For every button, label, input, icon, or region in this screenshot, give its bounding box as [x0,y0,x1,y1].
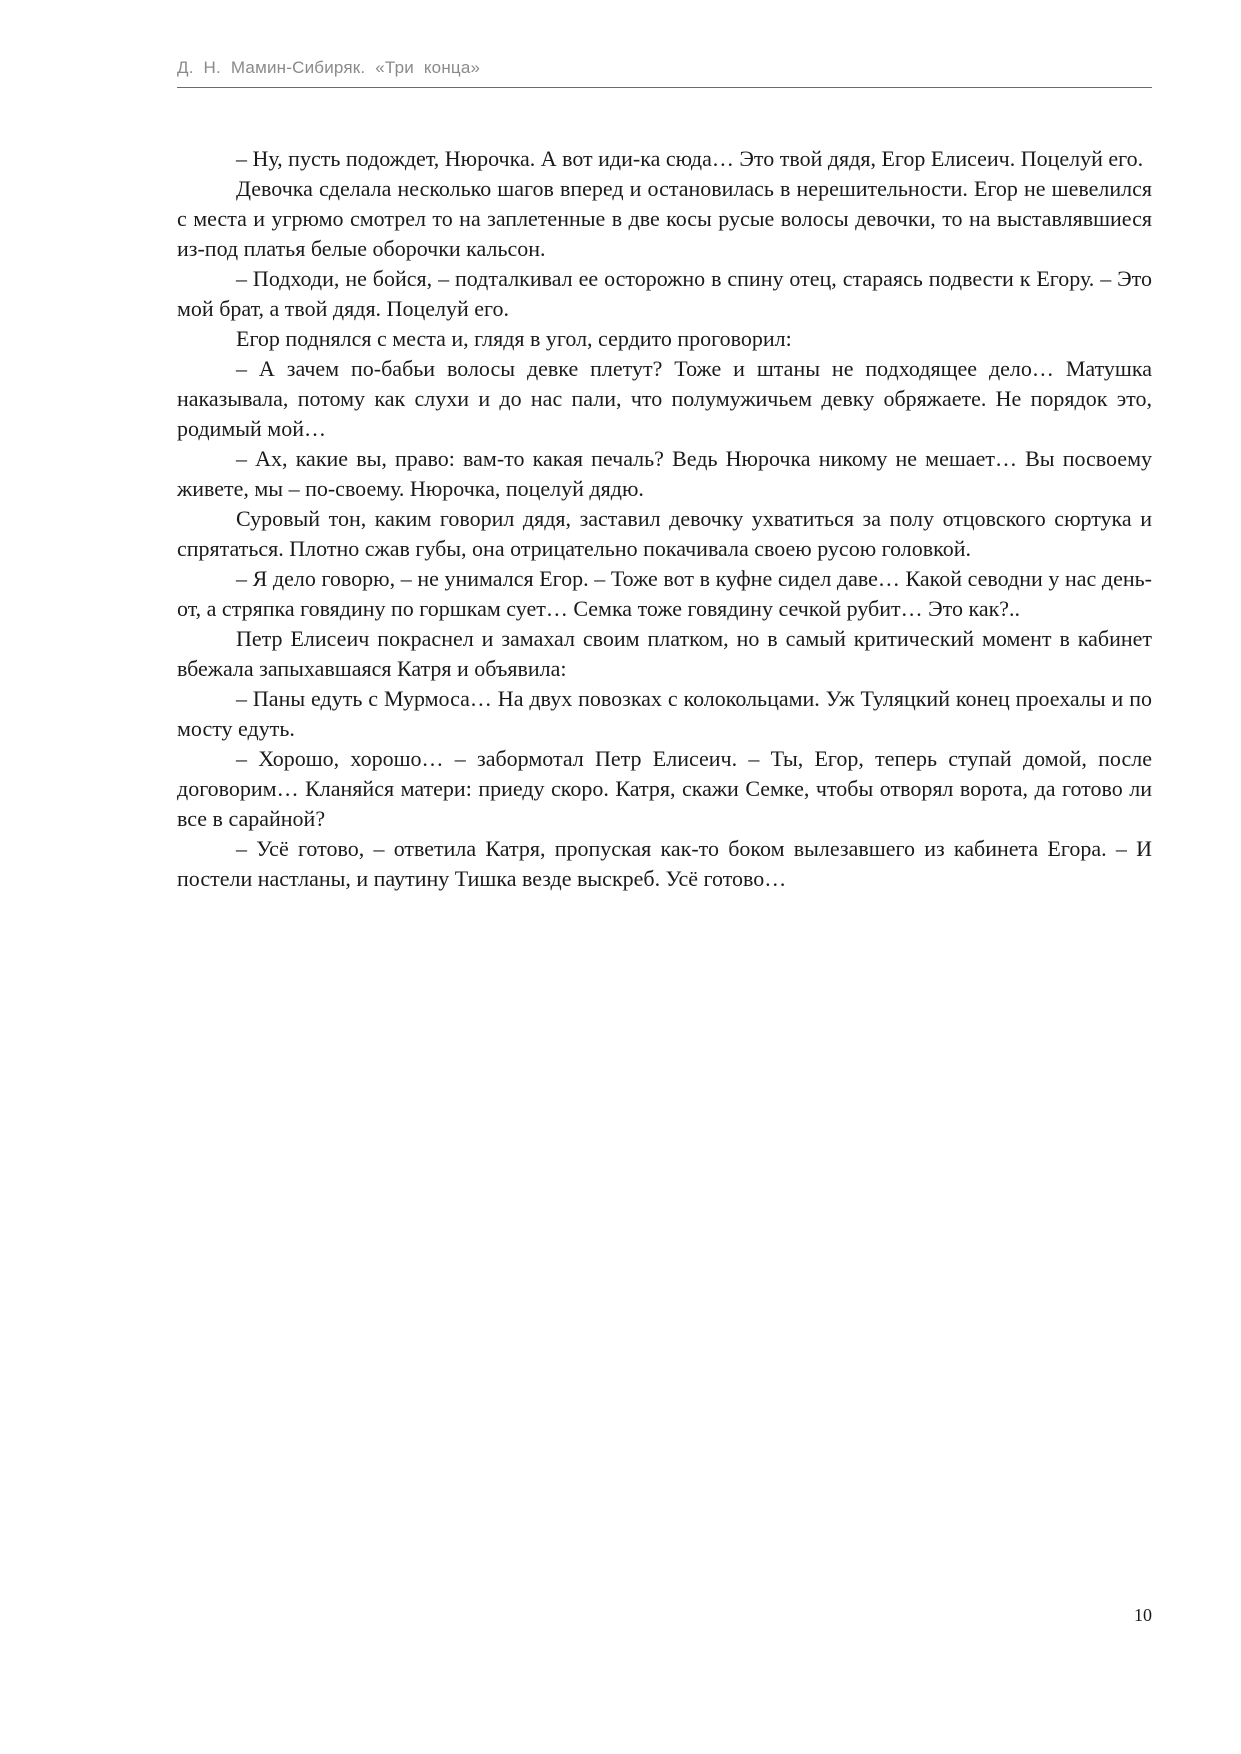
paragraph: Девочка сделала несколько шагов вперед и остановилась в нерешительности. Егор не шевелился с места и угрюмо смотрел то на заплетенные в две косы русые волосы девочки, то на выставлявшиеся из-под платья белые оборочки кальсон. [177,176,1152,261]
paragraph: – Усё готово, – ответила Катря, пропуская как-то боком вылезавшего из кабинета Егора. – И постели настланы, и паутину Тишка везде выскреб. Усё готово… [177,836,1152,891]
paragraph: – Я дело говорю, – не унимался Егор. – Тоже вот в куфне сидел даве… Какой севодни у нас день-от, а стряпка говядину по горшкам сует… Семка тоже говядину сечкой рубит… Это как?.. [177,566,1152,621]
paragraph: – А зачем по-бабьи волосы девке плетут? Тоже и штаны не подходящее дело… Матушка наказывала, потому как слухи и до нас пали, что полумужичьем девку обряжаете. Не порядок это, родимый мой… [177,356,1152,441]
paragraph: Егор поднялся с места и, глядя в угол, сердито проговорил: [236,326,792,351]
paragraph: – Ну, пусть подождет, Нюрочка. А вот иди-ка сюда… Это твой дядя, Егор Елисеич. Поцелуй его. [236,146,1144,171]
paragraph: – Подходи, не бойся, – подталкивал ее осторожно в спину отец, стараясь подвести к Егору. – Это мой брат, а твой дядя. Поцелуй его. [177,266,1152,321]
paragraph: – Хорошо, хорошо… – забормотал Петр Елисеич. – Ты, Егор, теперь ступай домой, после договорим… Кланяйся матери: приеду скоро. Катря, скажи Семке, чтобы отворял ворота, да готово ли все в сарайной? [177,746,1152,831]
paragraph: Петр Елисеич покраснел и замахал своим платком, но в самый критический момент в кабинет вбежала запыхавшаяся Катря и объявила: [177,626,1152,681]
paragraph: Суровый тон, каким говорил дядя, заставил девочку ухватиться за полу отцовского сюртука и спрятаться. Плотно сжав губы, она отрицательно покачивала своею русою головкой. [177,506,1152,561]
paragraph: – Ах, какие вы, право: вам-то какая печаль? Ведь Нюрочка никому не мешает… Вы посвоему живете, мы – по-своему. Нюрочка, поцелуй дядю. [177,446,1152,501]
page-number: 10 [1134,1605,1152,1625]
header-divider [177,87,1152,88]
running-header: Д. Н. Мамин-Сибиряк. «Три конца» [177,58,481,77]
paragraph: – Паны едуть с Мурмоса… На двух повозках с колокольцами. Уж Туляцкий конец проехалы и по мосту едуть. [177,686,1152,741]
body-text [177,144,1152,894]
